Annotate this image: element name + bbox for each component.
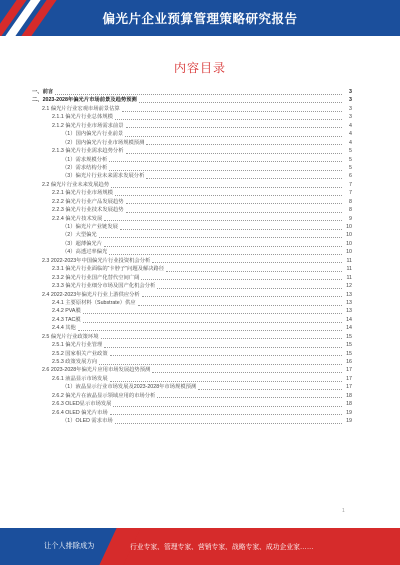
toc-entry-page: 19 xyxy=(346,418,352,425)
header-banner xyxy=(0,0,400,36)
toc-entry-page: 17 xyxy=(346,367,352,374)
toc-entry[interactable] xyxy=(32,248,352,256)
toc-entry-page: 3 xyxy=(349,114,352,121)
toc-entry[interactable] xyxy=(32,223,352,231)
toc-entry[interactable] xyxy=(32,409,352,417)
toc-leader-dots xyxy=(104,242,342,247)
toc-entry-label: （1）偏光片产业链发展 xyxy=(62,224,118,230)
toc-entry-page: 10 xyxy=(346,249,352,256)
toc-entry[interactable] xyxy=(32,206,352,214)
toc-entry[interactable] xyxy=(32,282,352,290)
toc-entry-label: 2.6.1 液晶显示市场发展 xyxy=(52,375,108,382)
toc-entry-page: 18 xyxy=(346,401,352,408)
toc-entry[interactable] xyxy=(32,307,352,315)
toc-entry[interactable] xyxy=(32,172,352,180)
toc-leader-dots xyxy=(139,98,342,103)
toc-leader-dots xyxy=(198,385,342,390)
toc-leader-dots xyxy=(126,123,342,128)
toc-leader-dots xyxy=(126,199,342,204)
toc-leader-dots xyxy=(83,309,342,314)
toc-entry[interactable] xyxy=(32,181,352,189)
toc-entry-page: 4 xyxy=(349,122,352,129)
toc-entry-page: 13 xyxy=(346,308,352,315)
toc-leader-dots xyxy=(83,318,342,323)
toc-entry-page: 10 xyxy=(346,232,352,239)
toc-entry[interactable] xyxy=(32,198,352,206)
toc-entry[interactable] xyxy=(32,130,352,138)
toc-leader-dots xyxy=(115,191,342,196)
page-title: 内容目录 xyxy=(173,61,226,75)
toc-leader-dots xyxy=(55,90,342,95)
toc-leader-dots xyxy=(122,107,342,112)
toc-entry-page: 11 xyxy=(346,274,352,281)
report-title: 偏光片企业预算管理策略研究报告 xyxy=(102,12,298,26)
toc-entry-label: 2.2 偏光片行业未来发展趋势 xyxy=(42,181,110,188)
toc-entry[interactable] xyxy=(32,96,352,104)
toc-entry[interactable] xyxy=(32,274,352,282)
toc-entry-label: 2.4.4 其他 xyxy=(52,325,76,332)
toc-leader-dots xyxy=(115,419,342,424)
toc-entry[interactable] xyxy=(32,215,352,223)
toc-entry-label: 2.5.2 国家相关产业政策 xyxy=(52,350,108,357)
toc-entry-page: 18 xyxy=(346,392,352,399)
toc-entry-page: 17 xyxy=(346,375,352,382)
toc-entry-page: 3 xyxy=(349,97,352,104)
toc-entry-label: 2.2.3 偏光片行业技术发展趋势 xyxy=(52,207,124,214)
toc-entry-page: 14 xyxy=(346,325,352,332)
toc-entry-label: （2）需求结构分析 xyxy=(62,164,108,171)
toc-leader-dots xyxy=(141,275,342,280)
toc-leader-dots xyxy=(157,393,342,398)
toc-entry-page: 5 xyxy=(349,164,352,171)
toc-entry-label: （3）超薄偏光片 xyxy=(62,240,103,247)
toc-entry[interactable] xyxy=(32,400,352,408)
toc-entry[interactable] xyxy=(32,139,352,147)
toc-entry-page: 10 xyxy=(346,224,352,230)
toc-entry-label: 2.3.1 偏光片行业面临的“卡脖子”问题及解决路径 xyxy=(52,266,165,273)
toc-entry-page: 15 xyxy=(346,333,352,340)
toc-entry-page: 3 xyxy=(349,105,352,112)
toc-entry-label: 2.1.3 偏光片行业需求趋势分析 xyxy=(52,148,124,155)
toc-entry-label: （3）偏光片行业未来需求发展分析 xyxy=(62,173,145,180)
toc-entry-label: 2.6 2023-2028年偏光片应用市场发展趋势预测 xyxy=(42,367,151,374)
toc-entry-label: 2.6.3 OLED显示市场发展 xyxy=(52,401,112,408)
toc-entry-label: 2.5.1 偏光片行业管理 xyxy=(52,342,103,349)
toc-leader-dots xyxy=(115,115,342,120)
toc-entry-label: 2.3.2 偏光片行业国产化替代空间广阔 xyxy=(52,274,140,281)
toc-leader-dots xyxy=(99,360,342,365)
toc-leader-dots xyxy=(109,166,342,171)
toc-entry[interactable] xyxy=(32,231,352,239)
toc-entry-label: 二、2023-2028年偏光片市场前景及趋势预测 xyxy=(32,97,137,104)
toc-entry-label: 2.1 偏光片行业宏观市场前景估算 xyxy=(42,105,120,112)
toc-entry-page: 7 xyxy=(349,181,352,188)
toc-entry-label: （1）国内偏光片行业前景 xyxy=(62,131,124,138)
toc-leader-dots xyxy=(109,157,342,162)
toc-entry-page: 5 xyxy=(349,148,352,155)
toc-entry-page: 8 xyxy=(349,207,352,214)
toc-leader-dots xyxy=(110,351,342,356)
footer-slogan: 让个人排除成为 xyxy=(44,541,95,550)
toc-entry[interactable] xyxy=(32,417,352,425)
toc-leader-dots xyxy=(142,292,342,297)
toc-entry[interactable] xyxy=(32,316,352,324)
toc-entry[interactable] xyxy=(32,375,352,383)
toc-leader-dots xyxy=(157,284,342,289)
toc-entry-page: 14 xyxy=(346,316,352,323)
table-of-contents xyxy=(32,88,352,426)
toc-entry-page: 12 xyxy=(346,283,352,290)
toc-entry-label: 2.2.1 偏光片行业市场规模 xyxy=(52,190,113,197)
toc-entry[interactable] xyxy=(32,189,352,197)
toc-leader-dots xyxy=(101,334,342,339)
footer-banner xyxy=(0,528,400,565)
toc-entry-label: 2.4.1 主要原材料（Substrate）供应 xyxy=(52,299,136,306)
toc-entry[interactable] xyxy=(32,350,352,358)
toc-entry[interactable] xyxy=(32,105,352,113)
toc-entry-label: 一、前言 xyxy=(32,89,54,95)
toc-leader-dots xyxy=(126,208,342,213)
toc-leader-dots xyxy=(166,267,342,272)
toc-leader-dots xyxy=(104,343,342,348)
toc-entry-page: 8 xyxy=(349,198,352,205)
toc-entry-label: 2.6.4 OLED 偏光片市场 xyxy=(52,409,108,416)
toc-entry[interactable] xyxy=(32,113,352,121)
toc-entry[interactable] xyxy=(32,291,352,299)
toc-entry-label: （1）OLED 需求市场 xyxy=(62,418,113,425)
toc-entry-page: 13 xyxy=(346,299,352,306)
toc-leader-dots xyxy=(146,140,342,145)
toc-entry-page: 4 xyxy=(349,139,352,146)
toc-entry-page: 10 xyxy=(346,240,352,247)
toc-leader-dots xyxy=(152,368,342,373)
toc-entry-page: 5 xyxy=(349,156,352,163)
toc-entry-label: （1）需求规模分析 xyxy=(62,156,108,163)
toc-entry-page: 9 xyxy=(349,215,352,222)
toc-entry-label: （2）国内偏光片行业市场规模预测 xyxy=(62,139,145,146)
toc-leader-dots xyxy=(109,250,342,255)
toc-entry-page: 7 xyxy=(349,190,352,197)
toc-leader-dots xyxy=(111,183,342,188)
toc-entry[interactable] xyxy=(32,333,352,341)
toc-leader-dots xyxy=(78,326,342,331)
toc-leader-dots xyxy=(125,132,342,137)
toc-entry-label: 2.4.2 PVA膜 xyxy=(52,308,81,315)
toc-entry-label: （1）液晶显示行业市场发展及2023-2028年市场规模预测 xyxy=(62,384,197,391)
toc-entry-label: 2.5 偏光片行业政策环境 xyxy=(42,333,99,340)
toc-leader-dots xyxy=(152,258,342,263)
toc-entry[interactable] xyxy=(32,383,352,391)
toc-entry-label: （4）高透过率偏光 xyxy=(62,249,108,256)
toc-leader-dots xyxy=(120,225,342,230)
toc-entry-label: 2.4 2022-2023年偏光片行业上游供应分析 xyxy=(42,291,140,298)
toc-entry-label: 2.6.2 偏光片在液晶显示领域应用的市场分析 xyxy=(52,392,156,399)
toc-leader-dots xyxy=(99,233,342,238)
toc-entry[interactable] xyxy=(32,324,352,332)
toc-entry-page: 16 xyxy=(346,359,352,365)
toc-entry-label: 2.3.3 偏光片行业细分市场及国产化机会分析 xyxy=(52,283,156,290)
toc-entry[interactable] xyxy=(32,341,352,349)
page-number: 1 xyxy=(342,508,345,514)
toc-entry[interactable] xyxy=(32,88,352,96)
toc-entry[interactable] xyxy=(32,257,352,265)
toc-entry[interactable] xyxy=(32,392,352,400)
footer-roles: 行业专家、管理专家、营销专家、战略专家、成功企业家…… xyxy=(130,544,314,551)
toc-leader-dots xyxy=(104,216,342,221)
toc-entry-label: （2）大型偏光 xyxy=(62,232,97,239)
toc-entry[interactable] xyxy=(32,299,352,307)
toc-entry-label: 2.3 2022-2023年中国偏光片行业投资机会分析 xyxy=(42,257,151,264)
toc-entry-page: 11 xyxy=(346,257,352,264)
toc-entry[interactable] xyxy=(32,164,352,172)
toc-entry-page: 11 xyxy=(346,266,352,273)
toc-entry-page: 15 xyxy=(346,342,352,349)
toc-leader-dots xyxy=(138,301,342,306)
toc-leader-dots xyxy=(126,149,342,154)
toc-entry-label: 2.5.3 政策发展方向 xyxy=(52,359,98,365)
toc-entry-page: 19 xyxy=(346,409,352,416)
toc-entry[interactable] xyxy=(32,265,352,273)
toc-entry-page: 4 xyxy=(349,131,352,138)
toc-entry[interactable] xyxy=(32,156,352,164)
toc-entry-label: 2.2.2 偏光片行业产品发展趋势 xyxy=(52,198,124,205)
toc-entry[interactable] xyxy=(32,122,352,130)
toc-entry[interactable] xyxy=(32,358,352,366)
toc-entry-page: 3 xyxy=(349,89,352,95)
toc-leader-dots xyxy=(110,377,342,382)
toc-entry-label: 2.1.1 偏光片行业总体规模 xyxy=(52,114,113,121)
toc-entry-label: 2.2.4 偏光片技术发展 xyxy=(52,215,103,222)
toc-entry[interactable] xyxy=(32,366,352,374)
toc-entry-page: 15 xyxy=(346,350,352,357)
toc-entry-label: 2.1.2 偏光片行业市场需求前景 xyxy=(52,122,124,129)
toc-entry-page: 17 xyxy=(346,384,352,391)
toc-entry-label: 2.4.3 TAC膜 xyxy=(52,316,81,323)
toc-entry[interactable] xyxy=(32,240,352,248)
toc-entry-page: 13 xyxy=(346,291,352,298)
toc-leader-dots xyxy=(113,402,342,407)
toc-entry[interactable] xyxy=(32,147,352,155)
toc-leader-dots xyxy=(110,410,342,415)
toc-entry-page: 6 xyxy=(349,173,352,180)
toc-leader-dots xyxy=(146,174,342,179)
